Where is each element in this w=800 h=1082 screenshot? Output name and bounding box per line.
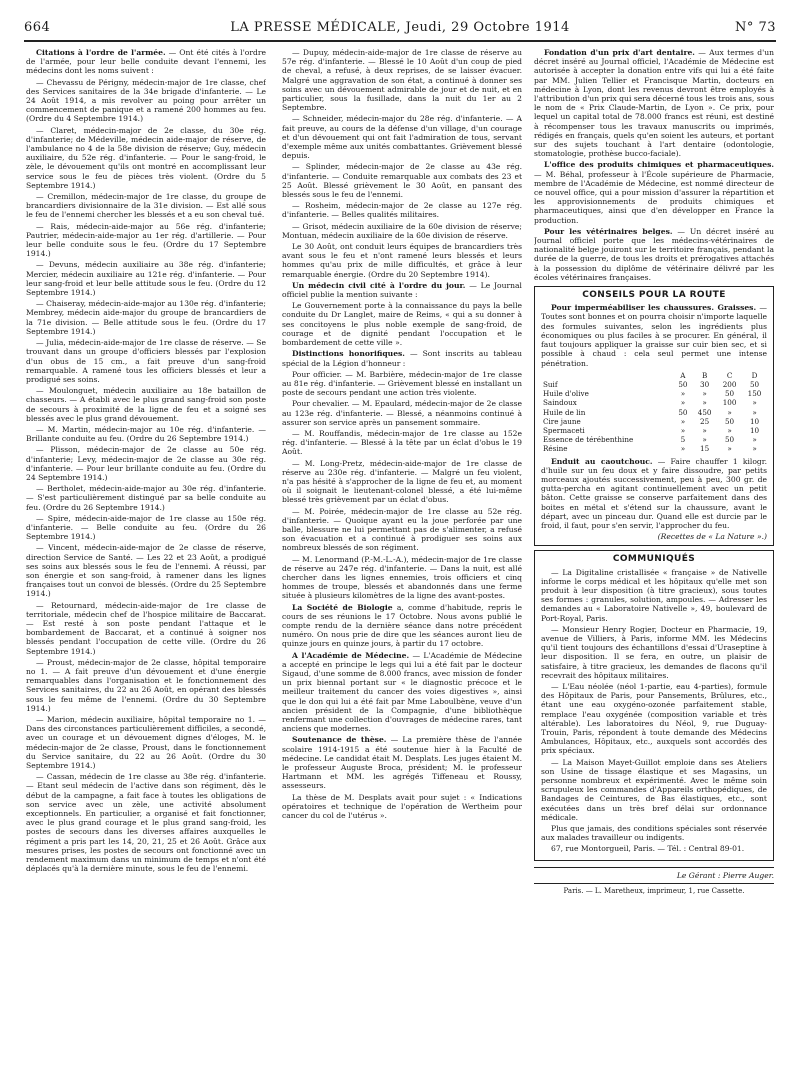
paragraph-text: — L'Académie de Médecine a accepté en principe le legs qui lui a été fait par le docteur Sigaud, d'une somme de 8.000 francs, avec mission de fonder un prix biennal portant sur « le diagnostic précoce et le meilleur traitement du cancer des voies digestives », ainsi que le don qui lui a été fait par Mme Laboulbène, veuve d'un ancien président de la Compagnie, d'une bibliothèque renfermant une collection d'ouvrages de médecine rares, tant anciens que modernes. [282, 650, 522, 734]
communique-item: — La Digitaline cristallisée « française » de Nativelle informe le corps médical et les hôpitaux qu'elle met son produit à leur disposition (à titre gracieux), sous toutes ses formes : granules, solution, ampoules. — Adresser les demandes au « Laboratoire Nativelle », 49, boulevard de Port-Royal, Paris. [541, 567, 767, 623]
column-3 [534, 48, 774, 1078]
paragraph-text: — Rais, médecin-aide-major au 56e rég. d'infanterie; Pautrier, médecin-aide-major au 1er rég. d'artillerie. — Pour leur belle conduite sous le feu. (Ordre du 17 Septembre 1914.) [26, 221, 266, 259]
table-cell: 15 [700, 444, 710, 454]
paragraph-text: — Marion, médecin auxiliaire, hôpital temporaire no 1. — Dans des circonstances particulièrement difficiles, a secondé, avec un courage et un dévouement dignes d'éloges, M. le médecin-major de 2e classe, Proust, dans le fonctionnement du Service sanitaire, du 22 au 26 Août. (Ordre du 30 Septembre 1914.) [26, 715, 266, 771]
paragraph [26, 658, 266, 713]
table-cell: » [702, 435, 707, 445]
col-header: B [701, 370, 708, 380]
paragraph-heading: Un médecin civil cité à l'ordre du jour. [292, 280, 466, 290]
paragraph [26, 48, 266, 76]
paragraph-text: — Schneider, médecin-major du 28e rég. d'infanterie. — A fait preuve, au cours de la défense d'un village, d'un courage et d'un dévouement qui ont fait l'admiration de tous, servant d'exemple même aux unités combattantes. Grièvement blessé depuis. [282, 114, 522, 161]
paragraph-text: — Chevassu de Périgny, médecin-major de 1re classe, chef des Services sanitaires de la 34e brigade d'infanterie. — Le 24 Août 1914, a mis revolver au poing pour arrêter un commencement de panique et a ramené 200 hommes au feu. (Ordre du 4 Septembre 1914.) [26, 77, 266, 124]
table-cell: 25 [700, 416, 710, 426]
paragraph-text: — Un décret inséré au Journal officiel porte que les médecins-vétérinaires de nationalité belge jouiront sur le territoire français, pendant la durée de la guerre, de tous les droits et prérogatives attachés à la possession du diplôme de vétérinaire délivré par les écoles vétérinaires françaises. [534, 226, 774, 282]
table-cell: 150 [747, 389, 762, 399]
table-cell: 10 [749, 425, 760, 435]
paragraph-text: — La première thèse de l'année scolaire 1914-1915 a été soutenue hier à la Faculté de médecine. Le candidat était M. Desplats. Les juges étaient M. le professeur Auguste Broca, président; M. le professeur Hartmann et MM. les agrégés Tiffeneau et Roussy, assesseurs. [282, 735, 522, 791]
paragraph-text: — Rosheim, médecin-major de 2e classe au 127e rég. d'infanterie. — Belles qualités militaires. [282, 201, 522, 220]
table-cell: 5 [680, 435, 686, 445]
conseils-subtitle: Pour imperméabiliser les chaussures. Graisses. [551, 303, 757, 313]
paragraph-text: — Claret, médecin-major de 2e classe, du 30e rég. d'infanterie; de Médeville, médecin aide-major de réserve, de l'ambulance no 4 de la 58e division de réserve; Guy, médecin auxiliaire, du 52e rég. d'infanterie. — Pour le sang-froid, le zèle, le dévouement qu'ils ont montré en accomplissant leur service sous le feu de pièces très violent. (Ordre du 5 Septembre 1914.) [26, 125, 266, 190]
table-cell: » [752, 444, 757, 454]
communique-item: 67, rue Montorgueil, Paris. — Tél. : Central 89-01. [551, 844, 745, 854]
paragraph [26, 543, 266, 598]
column-2-citations [282, 48, 522, 601]
paragraph-heading: Fondation d'un prix d'art dentaire. [544, 48, 695, 57]
column-2 [282, 48, 522, 1078]
paragraph [282, 735, 522, 790]
paragraph-text: — M. Martin, médecin-major au 10e rég. d'infanterie. — Brillante conduite au feu. (Ordre du 26 Septembre 1914.) [26, 424, 266, 444]
page-header [24, 20, 776, 38]
paragraph-text: — Grisot, médecin auxiliaire de la 60e division de réserve; Montuan, médecin auxiliaire de la 60e division de réserve. [282, 221, 522, 240]
ingredient-name: Spermaceti [543, 425, 585, 435]
table-row [541, 444, 767, 453]
table-row [541, 435, 767, 444]
table-cell: » [752, 435, 757, 445]
communique-item: — La Maison Mayet-Guillot emploie dans ses Ateliers son Usine de tissage élastique et ses Magasins, un personne nombreux et expérimenté. Avec le même soin scrupuleux les commandes d'Appareils orthopédiques, de Bandages de Ceintures, de Bas élastiques, etc., sont exécutées dans un très bref délai sur ordonnance médicale. [541, 757, 767, 822]
paragraph [26, 601, 266, 656]
conseils-title: CONSEILS POUR LA ROUTE [582, 290, 726, 301]
paragraph [282, 555, 522, 601]
table-cell: 50 [724, 389, 735, 399]
column-3-news [534, 48, 774, 282]
paragraph [282, 651, 522, 734]
paragraph-text: Pour officier. — M. Barbière, médecin-major de 1re classe au 81e rég. d'infanterie. — Grièvement blessé en installant un poste de secours pendant une action très violente. [282, 369, 522, 398]
paragraph [26, 386, 266, 423]
paragraph [282, 370, 522, 398]
table-cell: 100 [722, 398, 737, 408]
table-cell: » [680, 444, 686, 454]
ingredient-name: Résine [543, 444, 568, 454]
paragraph [282, 222, 522, 240]
communiques-title: COMMUNIQUÉS [612, 554, 696, 565]
paragraph-text: — Dupuy, médecin-aide-major de 1re classe de réserve au 57e rég. d'infanterie. — Blessé le 10 Août d'un coup de pied de cheval, a refusé, à deux reprises, de se laisser évacuer. Malgré une aggravation de son état, a continué à donner ses soins avec un dévouement admirable de jour et de nuit, et en particulier, sous la fusillade, dans la nuit du 1er au 2 Septembre. [282, 48, 522, 113]
table-cell: » [702, 425, 707, 435]
ingredient-name: Suif [543, 379, 558, 389]
imprimeur-line: Paris. — L. Maretheux, imprimeur, 1, rue Cassette. [534, 883, 774, 896]
paragraph-text: — M. Lenormand (P.-M.-L.-A.), médecin-major de 1re classe de réserve au 247e rég. d'infanterie. — Dans la nuit, est allé chercher dans les lignes ennemies, trois officiers et cinq hommes de troupe, blessés et abandonnés dans une ferme située à plusieurs kilomètres de la ligne des avant-postes. [282, 554, 522, 601]
ingredient-name: Huile de lin [543, 407, 586, 417]
table-cell: 30 [700, 379, 710, 389]
table-row [541, 380, 767, 389]
table-cell: 450 [697, 407, 712, 417]
paragraph-text: a, comme d'habitude, repris le cours de ses réunions le 17 Octobre. Nous avons publié le compte rendu de la dernière séance dans notre précédent numéro. On nous prie de dire que les séances auront lieu de quinze jours en quinze jours, à partir du 17 octobre. [282, 602, 522, 649]
paragraph-text: — M. Long-Pretz, médecin-aide-major de 1re classe de réserve au 230e rég. d'infanterie. — Malgré un feu violent, n'a pas hésité à s'approcher de la ligne de feu et, au moment où il soignait le lieutenant-colonel blessé, a été lui-même blessé très grièvement par un éclat d'obus. [282, 458, 522, 505]
paragraph [26, 715, 266, 770]
paragraph [282, 242, 522, 279]
paragraph [282, 399, 522, 427]
conseils-source: (Recettes de « La Nature ».) [657, 532, 767, 542]
table-cell: 50 [678, 407, 688, 417]
table-cell: » [752, 407, 757, 417]
paragraph [26, 484, 266, 512]
communiques-box [534, 550, 774, 860]
ingredient-name: Essence de térébenthine [543, 435, 634, 445]
paragraph-text: — Vincent, médecin-aide-major de 2e classe de réserve, direction Service de Santé. — Les 22 et 23 Août, a prodigué ses soins aux blessés sous le feu de l'ennemi. A réussi, par son énergie et son sang-froid, à ramener dans les lignes françaises tout un convoi de blessés. (Ordre du 25 Septembre 1914.) [26, 543, 266, 599]
paragraph-heading: Distinctions honorifiques. [292, 349, 405, 359]
table-cell: » [680, 416, 686, 426]
paragraph [534, 227, 774, 282]
paragraph-heading: Pour les vétérinaires belges. [544, 226, 673, 236]
gerant-line: Le Gérant : Pierre Auger. [534, 867, 774, 880]
table-row [541, 426, 767, 435]
communique-item: — Monsieur Henry Rogier, Docteur en Pharmacie, 19, avenue de Villiers, à Paris, informe MM. les Médecins qu'il tient toujours des échantillons d'essai d'Uraseptine à leur disposition. Il se fera, en outre, un plaisir de satisfaire, à titre gracieux, les demandes de flacons qu'il recevrait des hôpitaux militaires. [541, 624, 767, 680]
table-row [541, 408, 767, 417]
col-header: C [726, 370, 733, 380]
paragraph [26, 299, 266, 336]
paragraph [26, 78, 266, 124]
table-cell: 10 [749, 416, 760, 426]
ingredient-name: Saindoux [543, 398, 577, 408]
paragraph-text: — Retournard, médecin-aide-major de 1re classe de territoriale, médecin chef de l'hospice militaire de Baccarat. — Est resté à son poste pendant l'attaque et le bombardement de Baccarat, et a continué à soigner nos blessés pendant l'occupation de cette ville. (Ordre du 26 Septembre 1914.) [26, 600, 266, 656]
header-rule [24, 40, 776, 42]
paragraph [282, 114, 522, 160]
journal-title: LA PRESSE MÉDICALE, Jeudi, 29 Octobre 1914 [230, 20, 570, 35]
table-cell: » [680, 389, 686, 399]
paragraph-text: Pour chevalier. — M. Epaulard, médecin-major de 2e classe au 123e rég. d'infanterie. — Blessé, a néanmoins continué à assurer son service après un pansement sommaire. [282, 399, 522, 427]
table-row [541, 417, 767, 426]
paragraph-text: — M. Rouffandis, médecin-major de 1re classe au 152e rég. d'infanterie. — Blessé à la tête par un éclat d'obus le 19 Août. [282, 428, 522, 457]
table-cell: » [727, 407, 732, 417]
paragraph [282, 201, 522, 219]
table-cell: » [680, 398, 686, 408]
table-cell: » [727, 425, 732, 435]
paragraph-text: La thèse de M. Desplats avait pour sujet : « Indications opératoires et technique de l'opération de Wertheim pour cancer du col de l'utérus ». [282, 792, 522, 821]
paragraph [26, 425, 266, 443]
paragraph-text: — Cremillon, médecin-major de 1re classe, du groupe de brancardiers divisionnaire de la 31e division. — Est allé sous le feu de l'ennemi chercher les blessés et a eu son cheval tué. [26, 192, 266, 220]
paragraph [26, 772, 266, 873]
table-cell: » [752, 398, 757, 408]
paragraph-heading: A l'Académie de Médecine. [292, 650, 410, 660]
caoutchouc-title: Enduit au caoutchouc. [551, 456, 653, 466]
paragraph [534, 48, 774, 158]
paragraph-text: — Bertholet, médecin-aide-major au 30e rég. d'infanterie. — S'est particulièrement distingué par sa belle conduite au feu. (Ordre du 26 Septembre 1914.) [26, 484, 266, 512]
column-1 [26, 48, 266, 1078]
paragraph [26, 338, 266, 384]
col-header: D [751, 370, 758, 380]
column-2-news [282, 603, 522, 821]
paragraph-text: Le Gouvernement porte à la connaissance du pays la belle conduite du Dr Langlet, maire de Reims, « qui a su donner à ses concitoyens le plus noble exemple de sang-froid, de courage et de dignité pendant l'occupation et le bombardement de cette ville ». [282, 301, 522, 348]
communique-item: — L'Eau néolée (néol 1-partie, eau 4-parties), formule des Hôpitaux de Paris, pour Pansements, Brûlures, etc., étant une eau oxygéno-ozonée parfaitement stable, remplace l'eau oxygénée (composition variable et très altérable). Les laboratoires du Néol, 9, rue Duguay-Trouin, Paris, répondent à toute demande des Médecins Ambulances, Hôpitaux, etc., auxquels sont accordés des prix spéciaux. [541, 682, 767, 756]
col-header: A [680, 370, 686, 380]
grease-table-header [541, 371, 767, 380]
paragraph-text: — Chaiseray, médecin-aide-major au 130e rég. d'infanterie; Membrey, médecin aide-major du groupe de brancardiers de la 71e division. — Belle attitude sous le feu. (Ordre du 17 Septembre 1914.) [26, 299, 266, 336]
paragraph-text: — Proust, médecin-major de 2e classe, hôpital temporaire no 1. — A fait preuve d'un dévouement et d'une énergie remarquables dans l'organisation et le fonctionnement des Services sanitaires, du 22 au 26 Août, en opérant des blessés sous le feu même de l'ennemi. (Ordre du 30 Septembre 1914.) [26, 657, 266, 713]
paragraph-text: Le 30 Août, ont conduit leurs équipes de brancardiers très avant sous le feu et n'ont ramené leurs blessés et leurs hommes qu'au prix de mille difficultés, et grâce à leur remarquable énergie. (Ordre du 20 Septembre 1914). [282, 242, 522, 279]
paragraph [26, 260, 266, 297]
paragraph-text: — Splinder, médecin-major de 2e classe au 43e rég. d'infanterie. — Conduite remarquable aux combats des 23 et 25 Août. Blessé grièvement le 30 Août, en pansant des blessés sous le feu de l'ennemi. [282, 162, 522, 200]
paragraph-text: — Aux termes d'un décret inséré au Journal officiel, l'Académie de Médecine est autorisée à accepter la donation entre vifs qui lui a été faite par MM. Julien Tellier et Francisque Martin, docteurs en médecine à Lyon, dont les revenus devront être employés à l'attribution d'un prix qui sera décerné tous les trois ans, sous le nom de « Prix Claude-Martin, de Lyon ». Ce prix, pour lequel un capital total de 78.000 francs est réuni, est destiné à récompenser tous les travaux manuscrits ou imprimés, rédigés en français, quels qu'en soient les auteurs, et portant sur des sujets touchant à l'art dentaire (odontologie, stomatologie, prothèse bucco-faciale). [534, 48, 774, 159]
table-cell: 50 [724, 416, 735, 426]
paragraph [282, 507, 522, 553]
conseils-intro: — Toutes sont bonnes et on pourra choisir n'importe laquelle des formules suivantes, selon les ingrédients plus économiques ou plus faciles à se procurer. En général, il faut toujours appliquer la graisse sur cuir bien sec, et si possible à chaud : cela seul permet une intense pénétration. [541, 303, 767, 368]
paragraph [282, 301, 522, 347]
paragraph [282, 429, 522, 457]
issue-number: N° 73 [734, 20, 776, 35]
paragraph [26, 445, 266, 482]
conseils-box [534, 286, 774, 546]
paragraph-text: — Le Journal officiel publie la mention suivante : [282, 280, 522, 300]
paragraph [534, 160, 774, 224]
paragraph [282, 281, 522, 299]
paragraph-heading: Soutenance de thèse. [292, 735, 387, 745]
table-cell: » [702, 398, 707, 408]
paragraph-text: — Julia, médecin-aide-major de 1re classe de réserve. — Se trouvant dans un groupe d'officiers blessés par l'explosion d'un obus de 15 cm., a fait preuve d'un sang-froid remarquable. A ramené tous les officiers blessés et leur a prodigué ses soins. [26, 338, 266, 384]
caoutchouc-text: — Faire chauffer 1 kilogr. d'huile sur un feu doux et y faire dissoudre, par petits morceaux ajoutés successivement, peu à peu, 300 gr. de gutta-percha en agitant continuellement avec un petit bâton. Cette graisse se conserve parfaitement dans des boites en métal et s'étend sur la chaussure, avant le départ, avec un pinceau dur. Quand elle est durcie par le froid, il faut, pour s'en servir, l'approcher du feu. [541, 456, 767, 530]
table-cell: » [680, 425, 686, 435]
ingredient-name: Cire jaune [543, 416, 581, 426]
paragraph-text: — Spire, médecin-aide-major de 1re classe au 150e rég. d'infanterie. — Belle conduite au feu. (Ordre du 26 Septembre 1914.) [26, 513, 266, 542]
table-cell: 50 [749, 379, 760, 389]
paragraph [282, 48, 522, 112]
table-row [541, 389, 767, 398]
paragraph-text: — Plisson, médecin-major de 2e classe au 50e rég. d'infanterie; Levy, médecin-major de 2e classe au 30e rég. d'infanterie. — Pour leur brillante conduite au feu. (Ordre du 24 Septembre 1914.) [26, 445, 266, 482]
communique-item: Plus que jamais, des conditions spéciales sont réservée aux malades travailleur ou indigents. [541, 824, 767, 843]
paragraph-text: — M. Béhal, professeur à l'École supérieure de Pharmacie, membre de l'Académie de Médecine, est nommé directeur de ce nouvel office, qui a pour mission d'assurer la répartition et les approvisionnements de produits chimiques et pharmaceutiques, ainsi que d'en développer en France la production. [534, 169, 774, 225]
paragraph-text: — Devuns, médecin auxiliaire au 38e rég. d'infanterie; Mercier, médecin auxiliaire au 121e rég. d'infanterie. — Pour leur sang-froid et leur belle attitude sous le feu. (Ordre du 12 Septembre 1914.) [26, 260, 266, 298]
grease-table [541, 371, 767, 454]
paragraph [26, 514, 266, 542]
paragraph-text: — Ont été cités à l'ordre de l'armée, pour leur belle conduite devant l'ennemi, les médecins dont les noms suivent : [26, 48, 266, 76]
paragraph [282, 793, 522, 821]
table-cell: » [702, 389, 707, 399]
table-cell: » [727, 444, 732, 454]
paragraph [282, 459, 522, 505]
ingredient-name: Huile d'olive [543, 389, 589, 399]
page-number: 664 [24, 20, 51, 35]
paragraph-heading: La Société de Biologie [292, 602, 393, 612]
paragraph [26, 222, 266, 259]
paragraph-text: — Cassan, médecin de 1re classe au 38e rég. d'infanterie. — Etant seul médecin de l'active dans son régiment, dès le début de la campagne, a fait face à toutes les obligations de son service avec un zèle, une activité absolument exceptionnels. En particulier, a organisé et fait fonctionner, avec le plus grand courage et le plus grand sang-froid, les postes de secours dans les diverses affaires auxquelles le régiment a pris part les 14, 20, 21, 25 et 26 Août. Grâce aux mesures prises, les postes de secours ont fonctionné avec un rendement maximum dans un minimum de temps et n'ont été déplacés qu'à la dernière minute, sous le feu de l'ennemi. [26, 772, 266, 874]
paragraph [26, 126, 266, 190]
table-row [541, 398, 767, 407]
table-cell: 50 [678, 379, 688, 389]
paragraph-heading: L'office des produits chimiques et pharmaceutiques. [544, 160, 774, 170]
paragraph [282, 349, 522, 367]
paragraph-text: — M. Poirée, médecin-major de 1re classe au 52e rég. d'infanterie. — Quoique ayant eu la joue perforée par une balle, blessure ne lui permettant pas de s'alimenter, a refusé son évacuation et a continué à prodiguer ses soins aux nombreux blessés de son régiment. [282, 506, 522, 553]
paragraph [26, 192, 266, 220]
paragraph-text: — Sont inscrits au tableau spécial de la Légion d'honneur : [282, 349, 522, 368]
paragraph-text: — Moulonguet, médecin auxiliaire au 18e bataillon de chasseurs. — A établi avec le plus grand sang-froid son poste de secours à proximité de la ligne de feu et a soigné ses blessés avec le plus grand dévouement. [26, 386, 266, 423]
paragraph [282, 162, 522, 199]
paragraph [282, 603, 522, 649]
paragraph-heading: Citations à l'ordre de l'armée. [36, 48, 166, 57]
table-cell: 200 [722, 379, 737, 389]
table-cell: 50 [724, 435, 735, 445]
